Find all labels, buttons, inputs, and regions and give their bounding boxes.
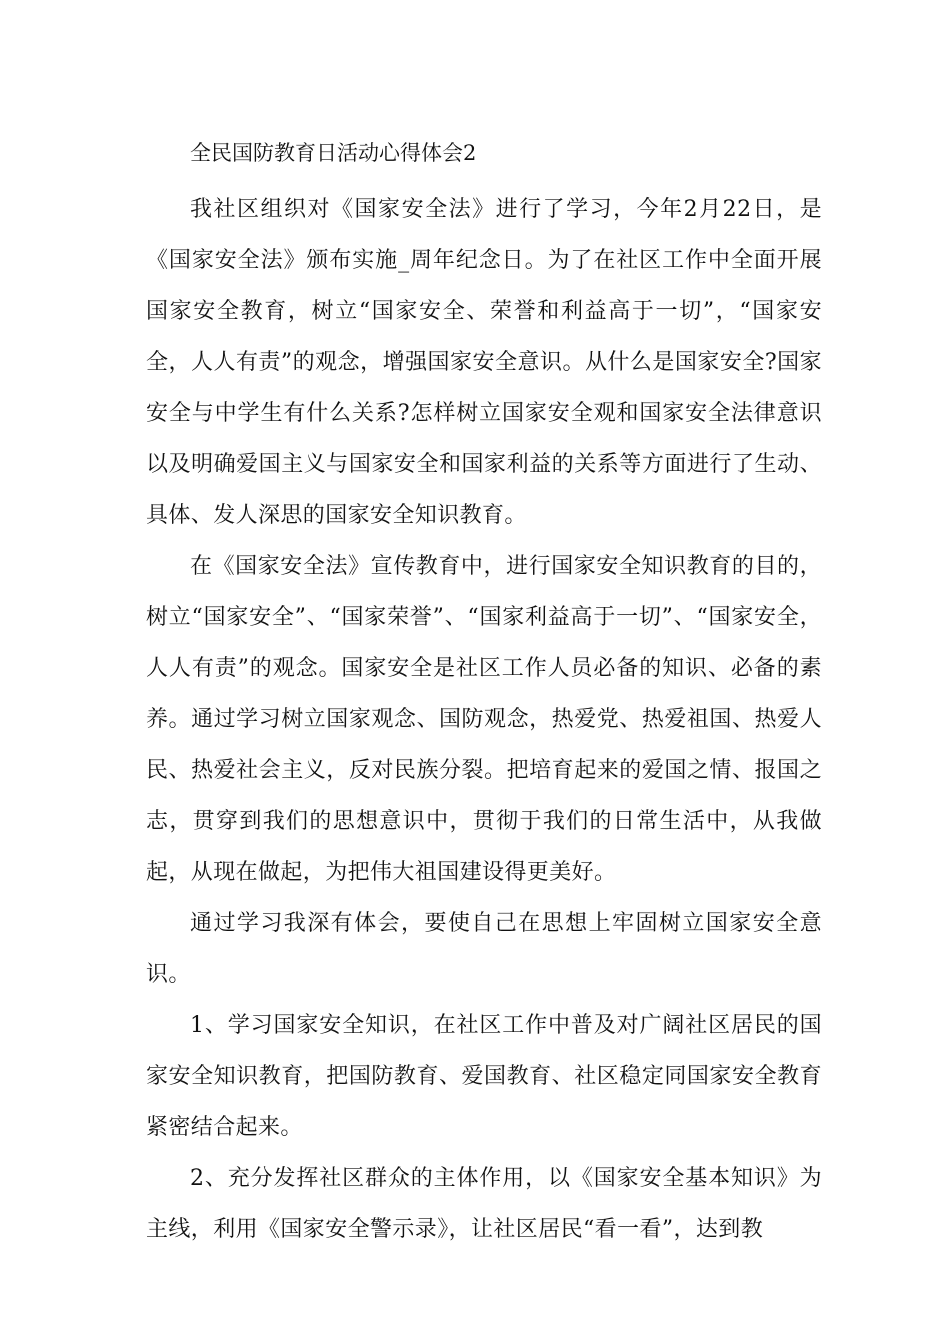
paragraph-2: 在《国家安全法》宣传教育中，进行国家安全知识教育的目的，树立“国家安全”、“国家荣誉”、“国家利益高于一切”、“国家安全，人人有责”的观念。国家安全是社区工作人员必备的知识、必备的素养。通过学习树立国家观念、国防观念，热爱党、热爱祖国、热爱人民、热爱社会主义，反对民族分裂。把培育起来的爱国之情、报国之志，贯穿到我们的思想意识中，贯彻于我们的日常生活中，从我做起，从现在做起，为把伟大祖国建设得更美好。: [146, 554, 822, 885]
paragraph-1: 我社区组织对《国家安全法》进行了学习，今年2月22日，是《国家安全法》颁布实施_周年纪念日。为了在社区工作中全面开展国家安全教育，树立“国家安全、荣誉和利益高于一切”，“国家安全，人人有责”的观念，增强国家安全意识。从什么是国家安全?国家安全与中学生有什么关系?怎样树立国家安全观和国家安全法律意识以及明确爱国主义与国家安全和国家利益的关系等方面进行了生动、具体、发人深思的国家安全知识教育。: [146, 197, 822, 528]
paragraph-4: 1、学习国家安全知识，在社区工作中普及对广阔社区居民的国家安全知识教育，把国防教育、爱国教育、社区稳定同国家安全教育紧密结合起来。: [146, 1013, 822, 1140]
paragraph-3: 通过学习我深有体会，要使自己在思想上牢固树立国家安全意识。: [146, 911, 822, 987]
paragraph-5: 2、充分发挥社区群众的主体作用，以《国家安全基本知识》为主线，利用《国家安全警示录》，让社区居民“看一看”，达到教: [146, 1166, 822, 1242]
document-title: 全民国防教育日活动心得体会2: [190, 141, 477, 165]
